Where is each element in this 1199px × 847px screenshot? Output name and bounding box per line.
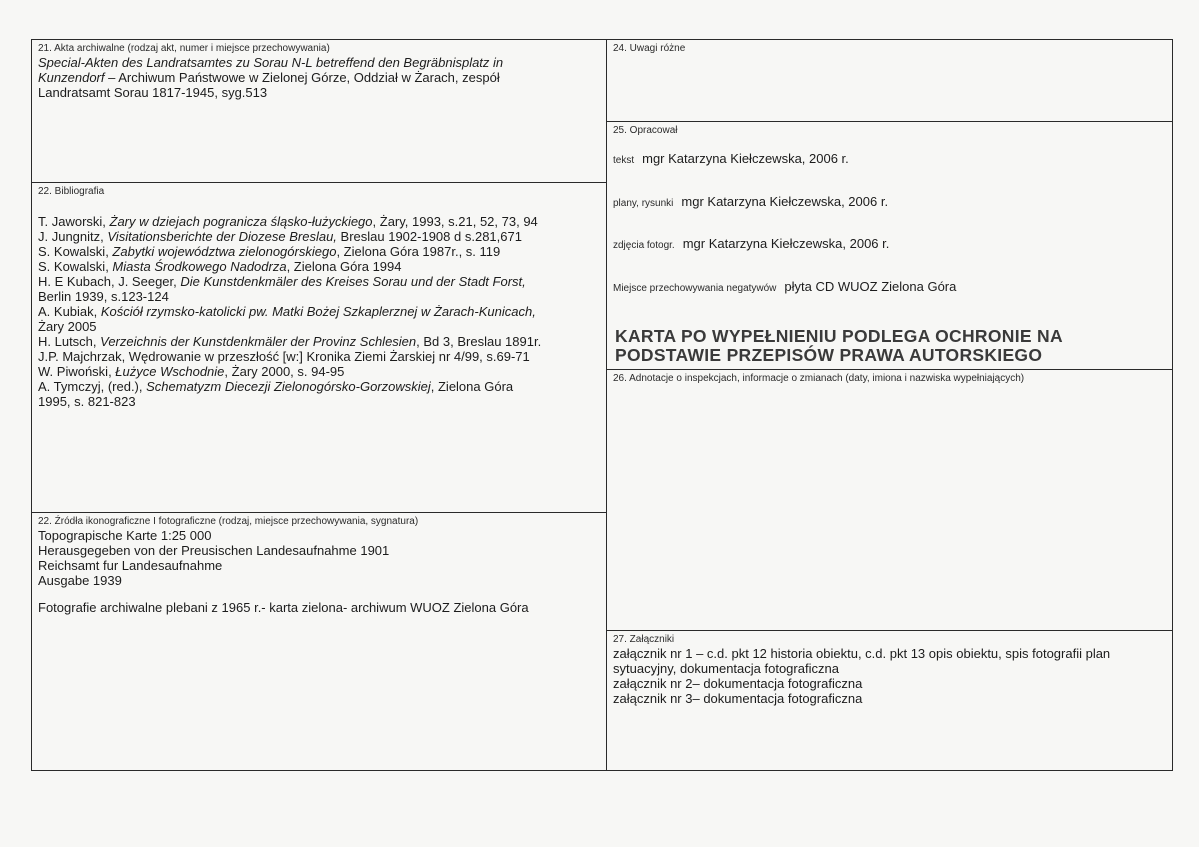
bib-1-title: Żary w dziejach pogranicza śląsko-łużyckiego [109,214,373,229]
bib-9-title: Łużyce Wschodnie [115,364,225,379]
icon-source-line-4: Ausgabe 1939 [38,573,122,588]
section-24-label: 24. Uwagi różne [613,43,686,54]
bib-entry-1 [38,214,602,229]
bib-10-title: Schematyzm Diecezji Zielonogórsko-Gorzowskiej [146,379,431,394]
bib-2-info: Breslau 1902-1908 d s.281,671 [336,229,522,244]
author-photos-row [613,235,889,253]
section-25-prepared-by [607,122,1172,370]
archival-line-2-rest: – Archiwum Państwowe w Zielonej Górze, Oddział w Żarach, zespół [104,70,500,85]
bib-9-author: W. Piwoński, [38,364,116,379]
bib-2-author: J. Jungnitz, [38,229,108,244]
attachment-2: załącznik nr 2– dokumentacja fotograficzna [613,676,863,691]
bib-4-author: S. Kowalski, [38,259,113,274]
author-plans-key: plany, rysunki [613,198,674,209]
section-22-iconographic-sources [32,513,607,770]
negatives-storage-value: płyta CD WUOZ Zielona Góra [784,279,957,294]
bib-entry-6 [38,304,602,319]
bib-2-title: Visitationsberichte der Diozese Breslau, [107,229,337,244]
icon-source-line-2: Herausgegeben von der Preusischen Landesaufnahme 1901 [38,543,390,558]
archival-line-1: Special-Akten des Landratsamtes zu Sorau N-L betreffend den Begräbnisplatz in [38,55,504,70]
bib-1-author: T. Jaworski, [38,214,110,229]
archival-line-2 [38,70,602,85]
section-22-label: 22. Bibliografia [38,186,105,197]
bib-7-author: H. Lutsch, [38,334,101,349]
section-26-inspection-notes [607,370,1172,631]
bib-5-title: Die Kunstdenkmäler des Kreises Sorau und der Stadt Forst, [180,274,526,289]
icon-source-line-1: Topograpische Karte 1:25 000 [38,528,212,543]
bib-entry-5-cont: Berlin 1939, s.123-124 [38,289,169,304]
attachment-3: załącznik nr 3– dokumentacja fotograficzna [613,691,863,706]
section-21-archival-records [32,40,607,183]
icon-source-line-3: Reichsamt fur Landesaufnahme [38,558,223,573]
author-plans-value: mgr Katarzyna Kiełczewska, 2006 r. [681,194,889,209]
copyright-notice-line-1: KARTA PO WYPEŁNIENIU PODLEGA OCHRONIE NA [615,326,1063,346]
archival-line-3: Landratsamt Sorau 1817-1945, syg.513 [38,85,268,100]
archival-photos-line: Fotografie archiwalne plebani z 1965 r.- karta zielona- archiwum WUOZ Zielona Góra [38,600,529,615]
bib-10-info: , Zielona Góra [430,379,514,394]
bib-entry-2 [38,229,602,244]
negatives-storage-key: Miejsce przechowywania negatywów [613,283,777,294]
bib-entry-7 [38,334,602,349]
section-27-attachments [607,631,1172,770]
bib-3-title: Zabytki województwa zielonogórskiego [112,244,337,259]
section-21-label: 21. Akta archiwalne (rodzaj akt, numer i miejsce przechowywania) [38,43,330,54]
bib-6-title: Kościół rzymsko-katolicki pw. Matki Bożej Szkaplerznej w Żarach-Kunicach, [100,304,536,319]
author-photos-value: mgr Katarzyna Kiełczewska, 2006 r. [682,236,890,251]
bib-entry-4 [38,259,602,274]
section-26-label: 26. Adnotacje o inspekcjach, informacje o zmianach (daty, imiona i nazwiska wypełniających) [613,373,1025,384]
copyright-notice-line-2: PODSTAWIE PRZEPISÓW PRAWA AUTORSKIEGO [615,345,1043,365]
author-photos-key: zdjęcia fotogr. [613,240,675,251]
bib-entry-9 [38,364,602,379]
bib-entry-10 [38,379,602,394]
author-plans-row [613,193,888,211]
bib-1-info: , Żary, 1993, s.21, 52, 73, 94 [372,214,538,229]
bib-entry-10-cont: 1995, s. 821-823 [38,394,136,409]
section-22-bibliography [32,183,607,513]
author-text-row [613,150,849,168]
bib-5-author: H. E Kubach, J. Seeger, [38,274,181,289]
record-card-sheet [31,39,1173,771]
bib-6-author: A. Kubiak, [38,304,101,319]
bib-3-info: , Zielona Góra 1987r., s. 119 [336,244,501,259]
bib-9-info: , Żary 2000, s. 94-95 [224,364,345,379]
bib-entry-6-cont: Żary 2005 [38,319,97,334]
attachment-1-cont: sytuacyjny, dokumentacja fotograficzna [613,661,839,676]
bib-10-author: A. Tymczyj, (red.), [38,379,147,394]
bib-entry-3 [38,244,602,259]
section-22-icon-label: 22. Źródła ikonograficzne I fotograficzne (rodzaj, miejsce przechowywania, sygnatura) [38,516,419,527]
section-25-label: 25. Opracował [613,125,678,136]
author-text-key: tekst [613,155,635,166]
copyright-notice [615,327,1063,365]
bib-entry-8: J.P. Majchrzak, Wędrowanie w przeszłość [w:] Kronika Ziemi Żarskiej nr 4/99, s.69-71 [38,349,530,364]
bib-7-info: , Bd 3, Breslau 1891r. [416,334,542,349]
bib-3-author: S. Kowalski, [38,244,113,259]
negatives-storage-row [613,278,956,296]
author-text-value: mgr Katarzyna Kiełczewska, 2006 r. [642,151,849,166]
section-24-remarks [607,40,1172,122]
bib-4-title: Miasta Środkowego Nadodrza [112,259,287,274]
bib-4-info: , Zielona Góra 1994 [286,259,402,274]
archival-line-2-italic: Kunzendorf [38,70,105,85]
section-27-label: 27. Załączniki [613,634,675,645]
bib-7-title: Verzeichnis der Kunstdenkmäler der Provinz Schlesien [100,334,417,349]
attachment-1: załącznik nr 1 – c.d. pkt 12 historia obiektu, c.d. pkt 13 opis obiektu, spis fotografii plan [613,646,1111,661]
bib-entry-5 [38,274,602,289]
